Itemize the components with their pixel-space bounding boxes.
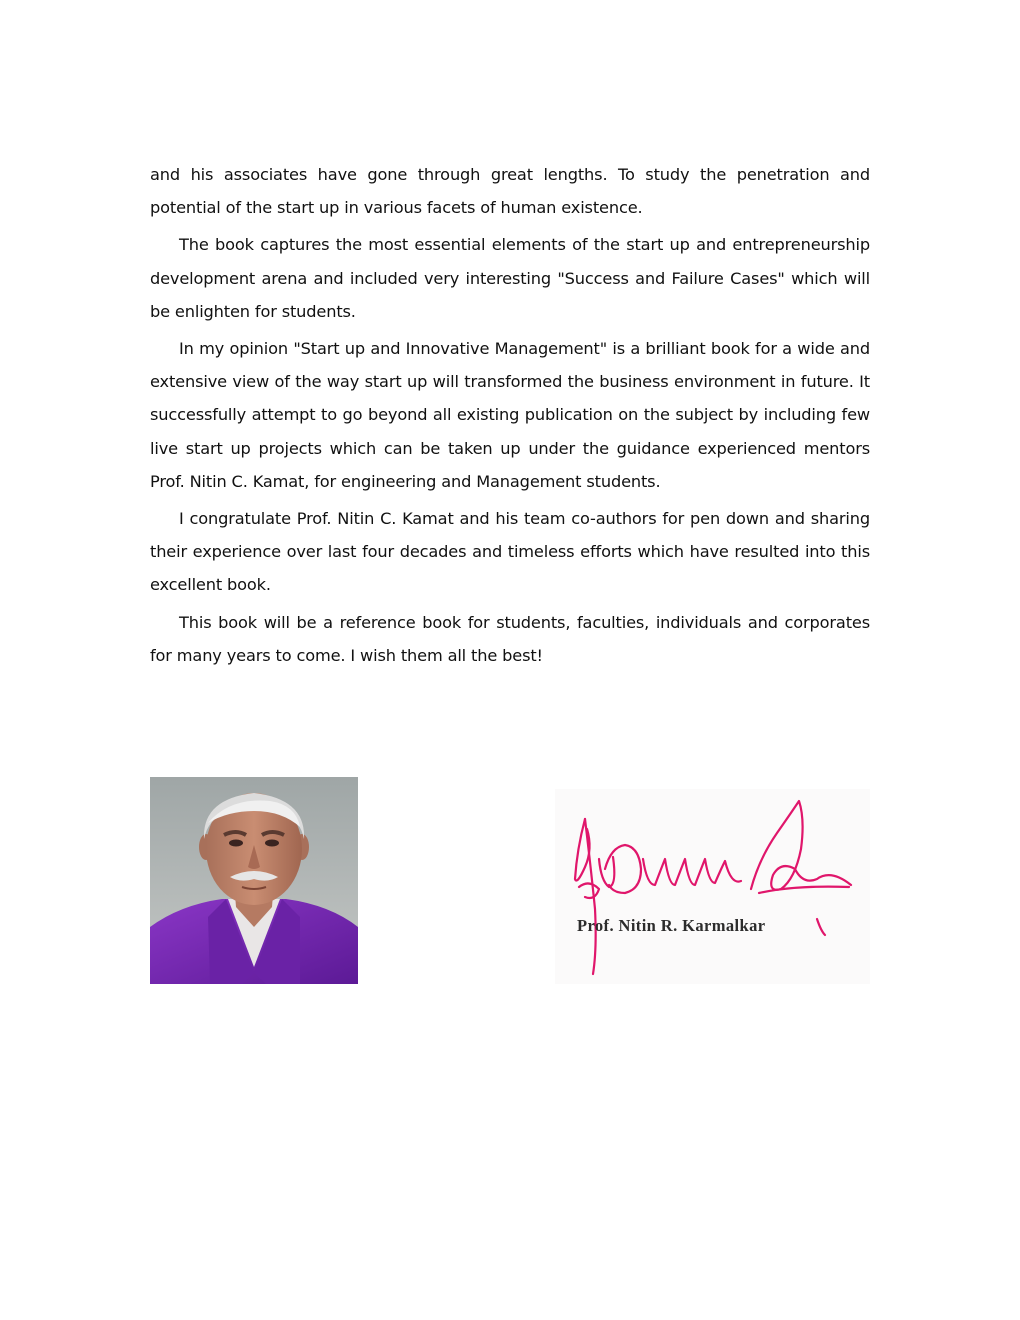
author-portrait-photo xyxy=(150,777,358,984)
paragraph-continuation: and his associates have gone through great lengths. To study the penetration and potential of the start up in various facets of human existence. xyxy=(150,165,870,218)
signatory-name: Prof. Nitin R. Karmalkar xyxy=(577,916,766,935)
signature-block xyxy=(555,789,870,984)
paragraph-closing: This book will be a reference book for students, faculties, individuals and corporates for many years to come. I wish them all the best! xyxy=(150,612,870,665)
document-body xyxy=(150,158,870,676)
paragraph-congratulate: I congratulate Prof. Nitin C. Kamat and his team co-authors for pen down and sharing their experience over last four decades and timeless efforts which have resulted into this excellent book. xyxy=(150,509,870,595)
paragraph-opinion: In my opinion "Start up and Innovative Management" is a brilliant book for a wide and extensive view of the way start up will transformed the business environment in future. It successfully attempt to go beyond all existing publication on the subject by including few live start up projects which can be taken up under the guidance experienced mentors Prof. Nitin C. Kamat, for engineering and Management students. xyxy=(150,339,870,491)
portrait-illustration xyxy=(150,777,358,984)
handwritten-signature xyxy=(555,789,870,984)
paragraph-book-captures: The book captures the most essential elements of the start up and entrepreneurship development arena and included very interesting "Success and Failure Cases" which will be enlighten for students. xyxy=(150,235,870,321)
